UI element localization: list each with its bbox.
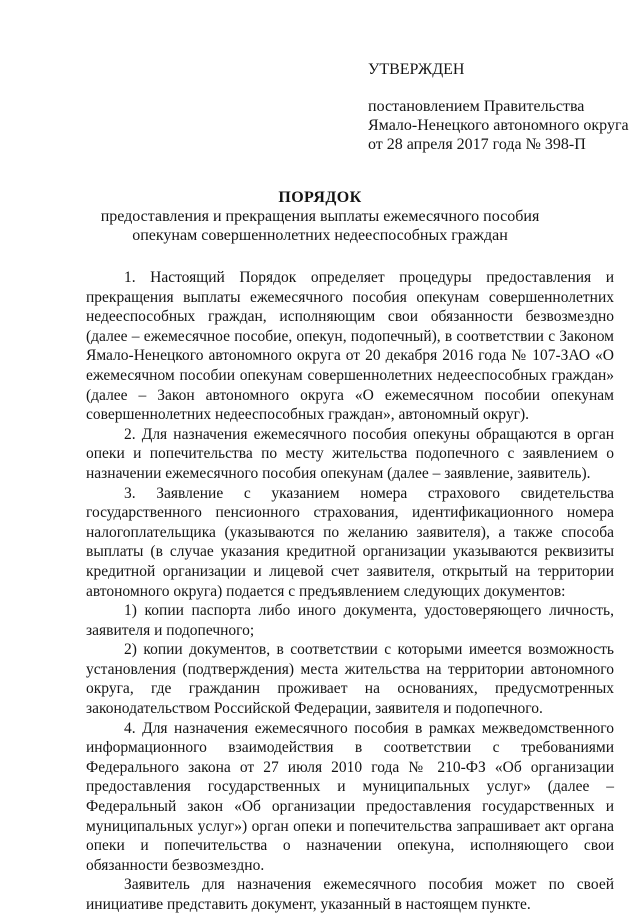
approval-line: постановлением Правительства [368,98,585,115]
paragraph-1: 1. Настоящий Порядок определяет процедуры предоставления и прекращения выплаты ежемесячного пособия опекунам совершеннолетних недееспособных граждан, исполняющим свои обязанности безвозмездно (далее – ежемесячное пособие, опекун, подопечный), в соответствии с Законом Ямало-Ненецкого автономного округа от 20 декабря 2016 года № 107-ЗАО «О ежемесячном пособии опекунам совершеннолетних недееспособных граждан» (далее – Закон автономного округа «О ежемесячном пособии опекунам совершеннолетних недееспособных граждан», автономный округ). [86,269,614,424]
approval-block [368,60,629,154]
list-item-1: 1) копии паспорта либо иного документа, удостоверяющего личность, заявителя и подопечного; [86,602,614,639]
paragraph-4: 4. Для назначения ежемесячного пособия в рамках межведомственного информационного взаимодействия в соответствии с требованиями Федерального закона от 27 июля 2010 года № 210-ФЗ «Об организации предоставления государственных и муниципальных услуг» (далее – Федеральный закон «Об организации предоставления государственных и муниципальных услуг») орган опеки и попечительства запрашивает акт органа опеки и попечительства о назначении опекуна, исполняющего свои обязанности безвозмездно. [86,719,614,874]
document-title: ПОРЯДОК [278,189,362,206]
approved-heading: УТВЕРЖДЕН [368,61,465,78]
title-block [0,188,640,245]
list-item-2: 2) копии документов, в соответствии с которыми имеется возможность установления (подтверждения) места жительства на территории автономного округа, где гражданин проживает на основаниях, предусмотренных законодательством Российской Федерации, заявителя и подопечного. [86,641,614,718]
paragraph-5: Заявитель для назначения ежемесячного пособия может по своей инициативе представить документ, указанный в настоящем пункте. [86,876,614,913]
document-body [86,268,614,915]
paragraph-2: 2. Для назначения ежемесячного пособия опекуны обращаются в орган опеки и попечительства по месту жительства подопечного с заявлением о назначении ежемесячного пособия опекунам (далее – заявление, заявитель). [86,425,614,482]
document-subtitle-line: опекунам совершеннолетних недееспособных граждан [132,227,508,244]
paragraph-3: 3. Заявление с указанием номера страхового свидетельства государственного пенсионного страхования, идентификационного номера налогоплательщика (указываются по желанию заявителя), а также способа выплаты (в случае указания кредитной организации указываются реквизиты кредитной организации и лицевой счет заявителя, открытый на территории автономного округа) подается с предъявлением следующих документов: [86,484,614,600]
document-subtitle-line: предоставления и прекращения выплаты ежемесячного пособия [100,208,540,225]
approval-line: Ямало-Ненецкого автономного округа [368,117,629,134]
approval-line: от 28 апреля 2017 года № 398-П [368,136,586,153]
